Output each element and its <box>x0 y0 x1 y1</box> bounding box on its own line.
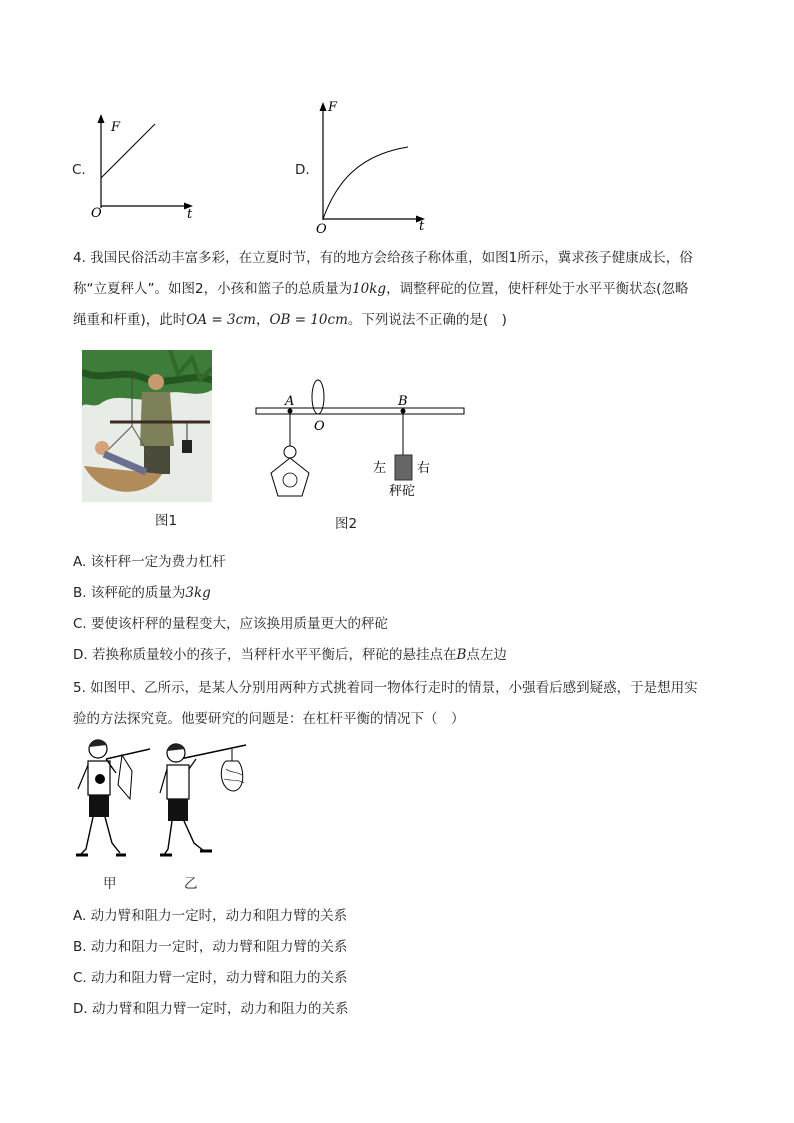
line-f-vs-t <box>101 124 155 178</box>
y-axis-label: F <box>328 100 338 115</box>
y-axis-label: F <box>111 120 121 135</box>
q5-line-1: 5. 如图甲、乙所示，是某人分别用两种方式挑着同一物体行走时的情景，小强看后感到疑惑，于是想用实 <box>73 680 698 696</box>
q4-option-d: D. 若换称质量较小的孩子，当秤杆水平平衡后，秤砣的悬挂点在B点左边 <box>73 647 507 663</box>
label-left: 左 <box>373 461 387 476</box>
ob-value: OB = 10cm <box>269 312 348 328</box>
figure-1-caption: 图1 <box>155 513 178 529</box>
q4-line-3: 绳重和杆重)，此时OA = 3cm，OB = 10cm。下列说法不正确的是( ) <box>73 312 507 328</box>
mass-value: 10kg <box>352 281 387 297</box>
q5-option-b: B. 动力和阻力一定时，动力臂和阻力臂的关系 <box>73 939 348 955</box>
graph-d <box>310 97 435 237</box>
option-d-label: D. <box>295 162 310 178</box>
label-right: 右 <box>417 461 431 476</box>
curve-f-vs-t <box>323 147 408 219</box>
graph-c <box>85 110 200 225</box>
figure-jia-illustration <box>72 737 154 867</box>
point-a-label: A <box>285 394 295 409</box>
point-a-dot <box>288 409 293 414</box>
weight-label: 秤砣 <box>389 484 416 499</box>
figure-2-lever-diagram <box>255 378 470 503</box>
q5-option-d: D. 动力臂和阻力臂一定时，动力和阻力的关系 <box>73 1001 349 1017</box>
hook-ring <box>284 446 296 458</box>
q5-option-c: C. 动力和阻力臂一定时，动力臂和阻力的关系 <box>73 970 348 986</box>
x-axis-label: t <box>187 207 193 222</box>
y-axis-arrow <box>320 102 327 111</box>
y-axis-arrow <box>98 114 105 123</box>
q4-option-c: C. 要使该杆秤的量程变大，应该换用质量更大的秤砣 <box>73 616 389 632</box>
q5-option-a: A. 动力臂和阻力一定时，动力和阻力臂的关系 <box>73 908 348 924</box>
figure-2-caption: 图2 <box>335 516 358 532</box>
q5-line-2: 验的方法探究竟。他要研究的问题是：在杠杆平衡的情况下（ ） <box>73 711 465 727</box>
caption-jia: 甲 <box>103 876 117 892</box>
x-axis-label: t <box>419 219 425 234</box>
basket-shape <box>271 458 309 496</box>
figure-yi-illustration <box>158 737 250 867</box>
point-b-dot <box>401 409 406 414</box>
origin-label: O <box>316 222 327 237</box>
point-o-label: O <box>314 419 325 434</box>
option-c-label: C. <box>72 162 86 178</box>
point-b-label: B <box>398 394 408 409</box>
q4-line-2: 称“立夏秤人”。如图2，小孩和篮子的总质量为10kg，调整秤砣的位置，使杆秤处于水平平衡状态(忽略 <box>73 281 689 297</box>
q4-option-a: A. 该杆秤一定为费力杠杆 <box>73 554 226 570</box>
q4-line-1: 4. 我国民俗活动丰富多彩，在立夏时节，有的地方会给孩子称体重，如图1所示，冀求孩子健康成长，俗 <box>73 250 693 266</box>
figure-1-image <box>82 350 212 502</box>
steelyard-weight <box>395 455 412 480</box>
q4-option-b: B. 该秤砣的质量为3kg <box>73 585 211 601</box>
origin-label: O <box>91 206 102 221</box>
caption-yi: 乙 <box>184 876 198 892</box>
oa-value: OA = 3cm <box>186 312 256 328</box>
